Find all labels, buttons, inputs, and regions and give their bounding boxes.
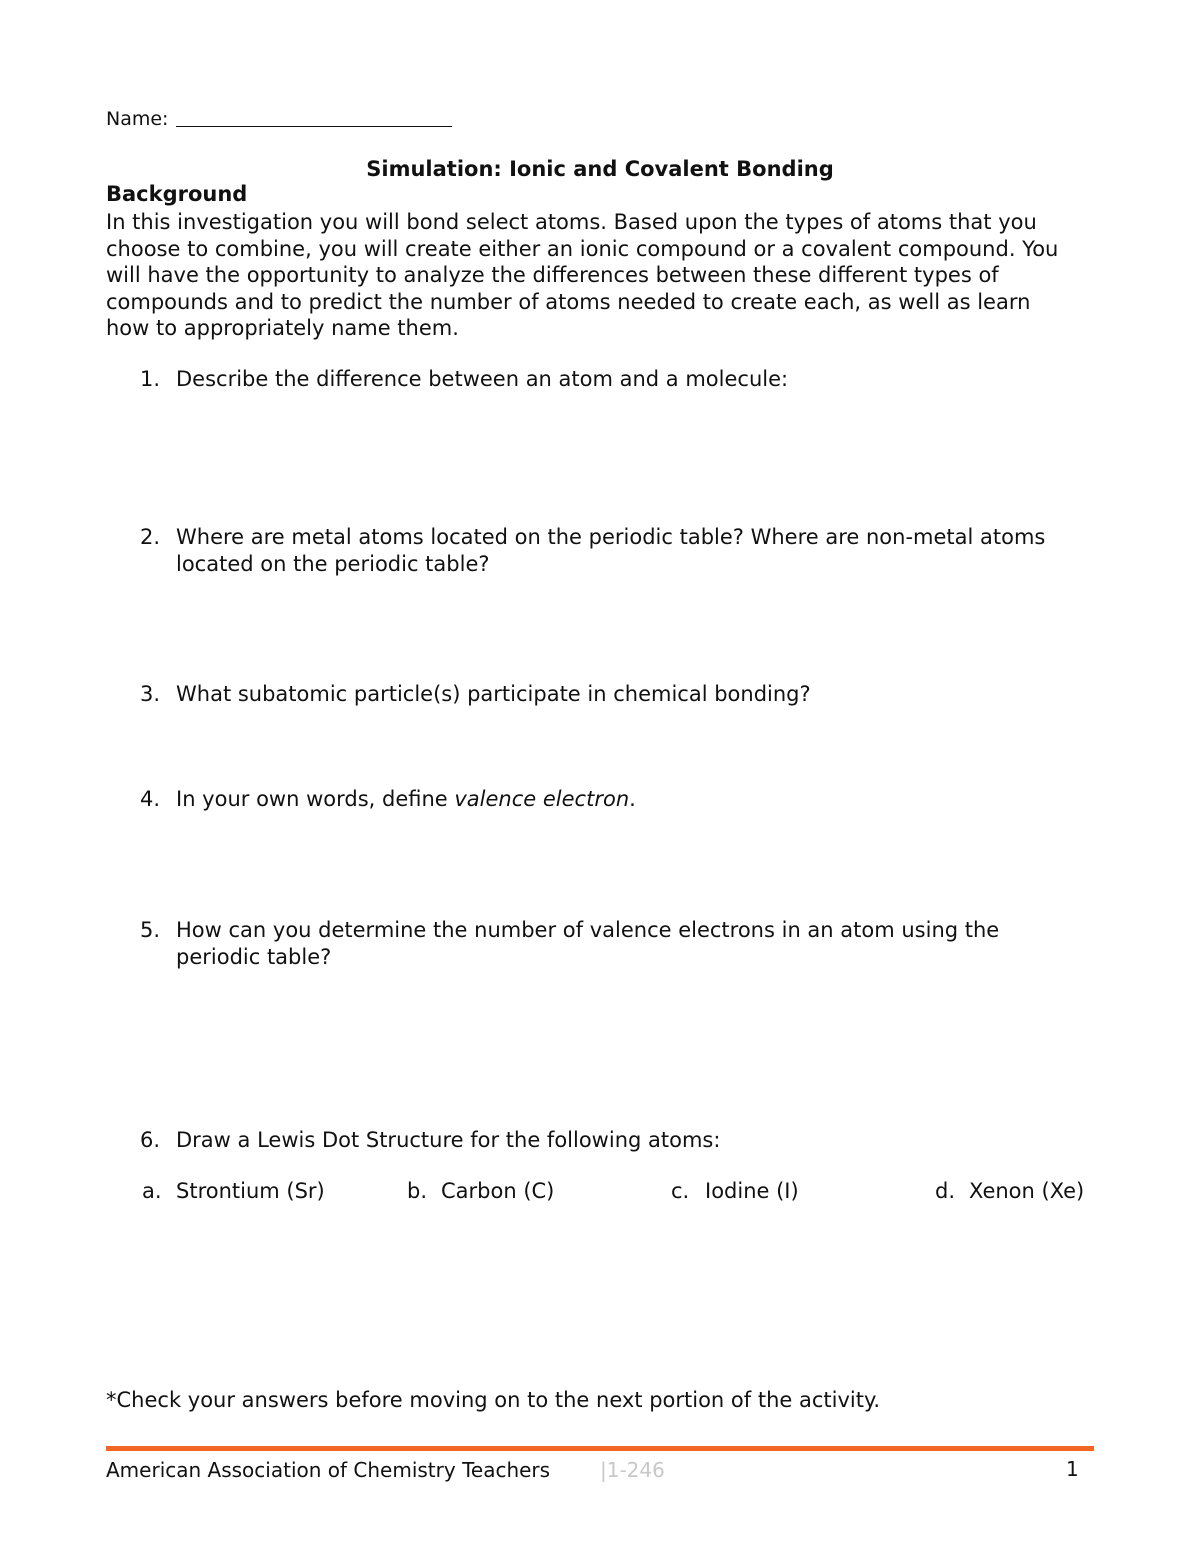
footer-organization: American Association of Chemistry Teachers <box>106 1458 551 1482</box>
atom-label: Xenon (Xe) <box>969 1179 1085 1203</box>
page-number: 1 <box>1066 1457 1079 1481</box>
atom-list <box>0 1179 1200 1209</box>
question-number: 2. <box>140 525 161 549</box>
footer-document-code: |1-246 <box>600 1458 665 1482</box>
question-text <box>176 366 788 393</box>
footer-divider <box>106 1446 1094 1451</box>
question-number: 5. <box>140 918 161 942</box>
background-line: In this investigation you will bond select atoms. Based upon the types of atoms that you <box>106 210 1037 234</box>
question-text <box>176 786 636 813</box>
question-line: How can you determine the number of valence electrons in an atom using the <box>176 918 1000 942</box>
atom-letter: a. <box>142 1179 162 1203</box>
question-text <box>176 1127 720 1154</box>
atom-item-xenon <box>935 1179 1084 1203</box>
atom-label: Iodine (I) <box>705 1179 799 1203</box>
question-number: 4. <box>140 787 161 811</box>
atom-letter: d. <box>935 1179 956 1203</box>
name-field <box>106 106 452 130</box>
question-line: Where are metal atoms located on the periodic table? Where are non-metal atoms <box>176 525 1046 549</box>
atom-label: Carbon (C) <box>441 1179 555 1203</box>
question-line: Describe the difference between an atom and a molecule: <box>176 367 789 391</box>
page-title: Simulation: Ionic and Covalent Bonding <box>366 157 834 181</box>
question-4 <box>140 786 1100 813</box>
question-3 <box>140 681 1100 708</box>
background-line: how to appropriately name them. <box>106 316 459 340</box>
question-text <box>176 917 999 970</box>
atom-letter: c. <box>671 1179 690 1203</box>
question-line: periodic table? <box>176 944 332 969</box>
question-text <box>176 681 811 708</box>
question-number: 3. <box>140 682 161 706</box>
valence-electron-term: valence electron <box>454 787 630 811</box>
background-heading: Background <box>106 182 248 206</box>
atom-item-iodine <box>671 1179 799 1203</box>
question-line: What subatomic particle(s) participate in chemical bonding? <box>176 682 811 706</box>
name-label: Name: <box>106 108 169 130</box>
atom-item-strontium <box>142 1179 325 1203</box>
background-line: choose to combine, you will create either an ionic compound or a covalent compound. You <box>106 236 1059 261</box>
question-number: 6. <box>140 1128 161 1152</box>
question-suffix: . <box>629 787 636 811</box>
question-number: 1. <box>140 367 161 391</box>
atom-label: Strontium (Sr) <box>176 1179 325 1203</box>
question-text <box>176 524 1045 577</box>
background-paragraph <box>106 209 1106 342</box>
name-blank-line <box>176 106 452 127</box>
atom-item-carbon <box>407 1179 554 1203</box>
question-1 <box>140 366 1100 393</box>
question-5 <box>140 917 1100 970</box>
background-line: will have the opportunity to analyze the differences between these different types of <box>106 263 999 287</box>
question-2 <box>140 524 1100 577</box>
question-line: Draw a Lewis Dot Structure for the following atoms: <box>176 1128 721 1152</box>
background-line: compounds and to predict the number of atoms needed to create each, as well as learn <box>106 289 1031 314</box>
check-answers-note: *Check your answers before moving on to the next portion of the activity. <box>106 1388 881 1412</box>
question-line: located on the periodic table? <box>176 551 490 576</box>
question-prefix: In your own words, define <box>176 787 455 811</box>
question-line <box>176 786 636 813</box>
question-6 <box>140 1127 1100 1154</box>
atom-letter: b. <box>407 1179 428 1203</box>
